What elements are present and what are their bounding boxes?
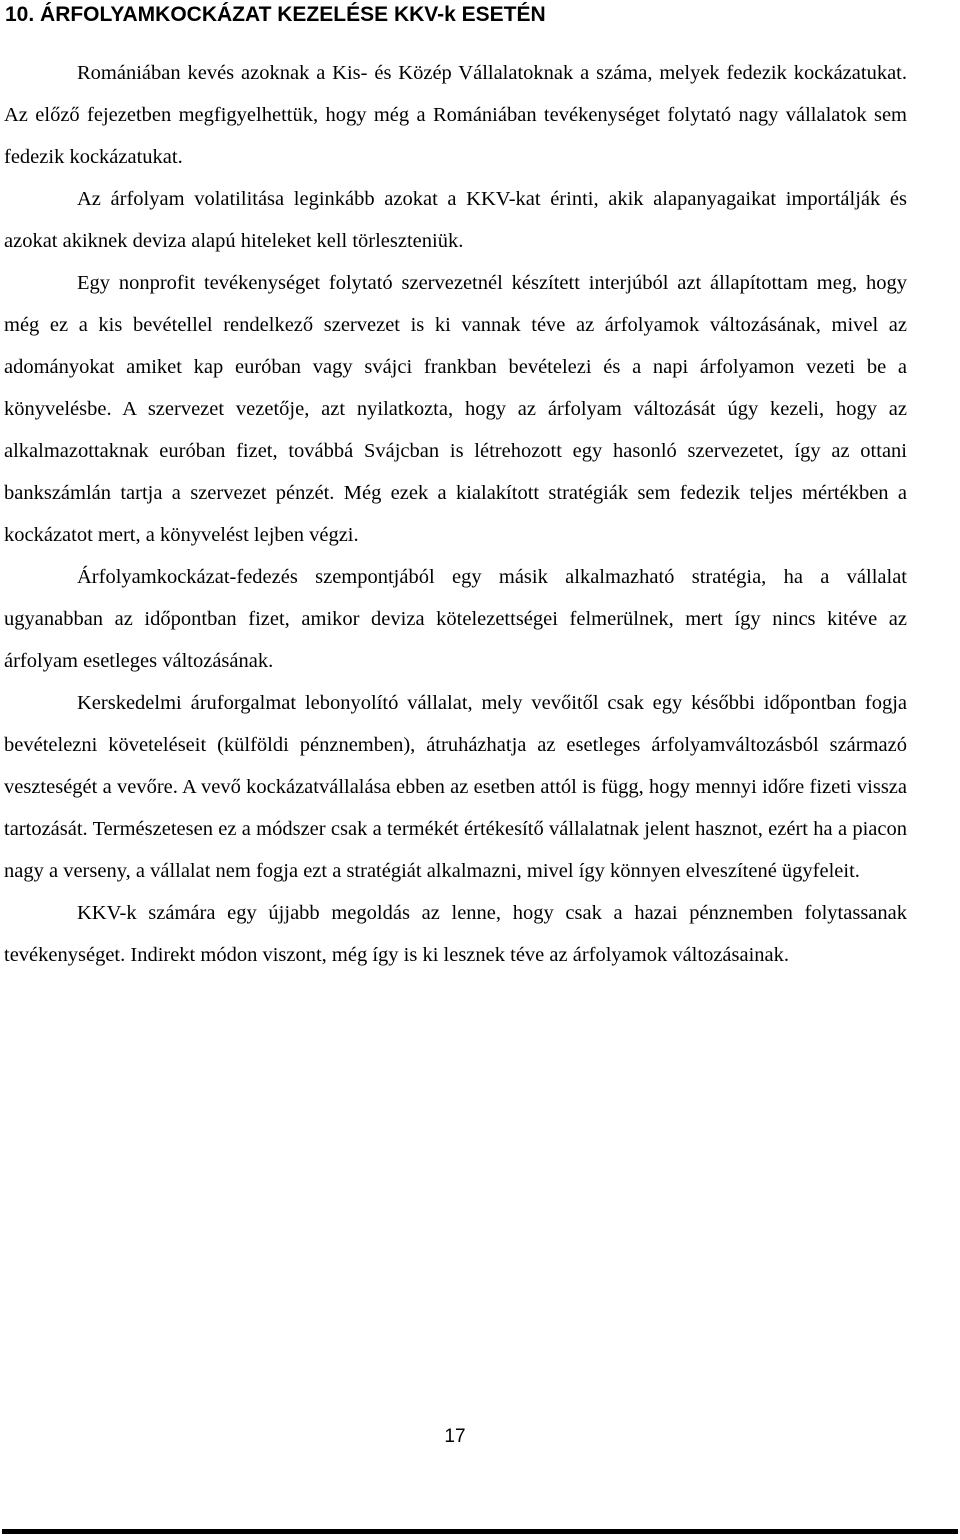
paragraph: Az árfolyam volatilitása leginkább azokat a KKV-kat érinti, akik alapanyagaikat importálják és azokat akiknek deviza alapú hiteleket kell törleszteniük.: [4, 188, 907, 252]
footer-rule: [2, 1529, 958, 1534]
paragraph: KKV-k számára egy újjabb megoldás az lenne, hogy csak a hazai pénznemben folytassanak tevékenységet. Indirekt módon viszont, még így is ki lesznek téve az árfolyamok változásainak.: [4, 902, 907, 966]
paragraph: Árfolyamkockázat-fedezés szempontjából egy másik alkalmazható stratégia, ha a vállalat ugyanabban az időpontban fizet, amikor deviza kötelezettségei felmerülnek, mert így nincs kitéve az árfolyam esetleges változásának.: [4, 566, 907, 672]
section-heading: 10. ÁRFOLYAMKOCKÁZAT KEZELÉSE KKV-k ESETÉN: [5, 3, 546, 26]
paragraph: Egy nonprofit tevékenységet folytató szervezetnél készített interjúból azt állapítottam meg, hogy még ez a kis bevétellel rendelkező szervezet is ki vannak téve az árfolyamok változásának, mivel az adományokat amiket kap euróban vagy svájci frankban bevételezi és a napi árfolyamon vezeti be a könyvelésbe. A szervezet vezetője, azt nyilatkozta, hogy az árfolyam változását úgy kezeli, hogy az alkalmazottaknak euróban fizet, továbbá Svájcban is létrehozott egy hasonló szervezetet, így az ottani bankszámlán tartja a szervezet pénzét. Még ezek a kialakított stratégiák sem fedezik teljes mértékben a kockázatot mert, a könyvelést lejben végzi.: [4, 272, 907, 546]
document-body: [4, 52, 907, 976]
paragraph: Romániában kevés azoknak a Kis- és Közép Vállalatoknak a száma, melyek fedezik kockázatukat. Az előző fejezetben megfigyelhettük, hogy még a Romániában tevékenységet folytató nagy vállalatok sem fedezik kockázatukat.: [4, 62, 907, 168]
paragraph: Kerskedelmi áruforgalmat lebonyolító vállalat, mely vevőitől csak egy későbbi időpontban fogja bevételezni követeléseit (külföldi pénznemben), átruházhatja az esetleges árfolyamváltozásból származó veszteségét a vevőre. A vevő kockázatvállalása ebben az esetben attól is függ, hogy mennyi időre fizeti vissza tartozását. Természetesen ez a módszer csak a termékét értékesítő vállalatnak jelent hasznot, ezért ha a piacon nagy a verseny, a vállalat nem fogja ezt a stratégiát alkalmazni, mivel így könnyen elveszítené ügyfeleit.: [4, 692, 907, 882]
page-number: 17: [444, 1426, 466, 1447]
